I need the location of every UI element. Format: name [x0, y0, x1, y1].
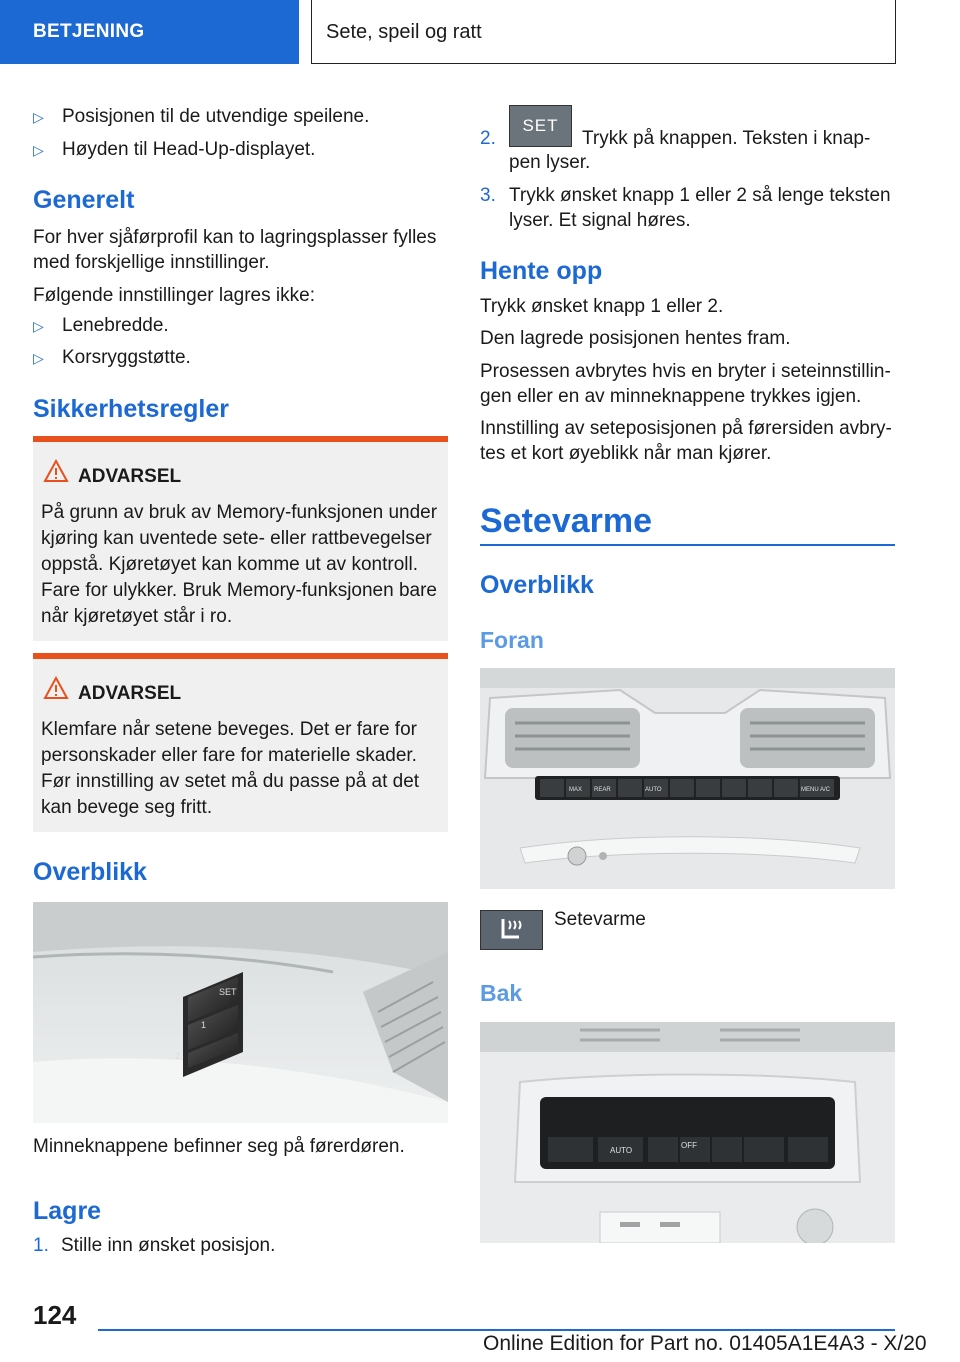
photo-caption: Minneknappene befinner seg på førerdøren.	[33, 1136, 405, 1157]
warning-text-line: Klemfare når setene beveges. Det er fare for	[41, 719, 417, 740]
list-item-text: Lenebredde.	[62, 315, 169, 336]
warning-text-line: På grunn av bruk av Memory-funksjonen under	[41, 502, 438, 523]
warning-text-line: oppstå. Kjøretøyet kan komme ut av kontroll.	[41, 554, 418, 575]
list-item-text: Posisjonen til de utvendige speilene.	[62, 106, 370, 127]
warning-text-line: kjøring kan uventede sete- eller rattbevegelser	[41, 528, 432, 549]
heading-lagre: Lagre	[33, 1197, 102, 1225]
paragraph-line: Følgende innstillinger lagres ikke:	[33, 285, 315, 306]
warning-text-line: når kjøretøyet står i ro.	[41, 606, 233, 627]
paragraph-line: For hver sjåførprofil kan to lagringsplasser fylles	[33, 227, 437, 248]
seat-heating-icon	[480, 910, 543, 950]
panel-label-rear: REAR	[594, 787, 611, 793]
heading-overblikk-setevarme: Overblikk	[480, 571, 594, 599]
warning-text-line: kan bevege seg fritt.	[41, 797, 213, 818]
paragraph-line: Prosessen avbrytes hvis en bryter i seteinnstillin-	[480, 361, 891, 382]
step-text: Trykk ønsket knapp 1 eller 2 så lenge teksten	[509, 185, 891, 206]
rear-panel-label-off: OFF	[681, 1141, 697, 1150]
warning-box	[33, 436, 448, 641]
warning-text-line: Fare for ulykker. Bruk Memory-funksjonen bare	[41, 580, 437, 601]
heading-setevarme: Setevarme	[480, 502, 653, 540]
bullet-triangle-icon: ▷	[33, 109, 44, 125]
bullet-triangle-icon: ▷	[33, 318, 44, 334]
paragraph-line: tes et kort øyeblikk når man kjører.	[480, 443, 772, 464]
paragraph-line: Innstilling av seteposisjonen på førersiden avbry-	[480, 418, 892, 439]
warning-text-line: personskader eller fare for materielle skader.	[41, 745, 417, 766]
heading-foran: Foran	[480, 627, 544, 653]
warning-triangle-icon	[43, 676, 69, 700]
paragraph-line: med forskjellige innstillinger.	[33, 252, 270, 273]
section-tab: BETJENING	[0, 0, 299, 64]
chapter-title: Sete, speil og ratt	[311, 0, 896, 64]
paragraph-line: Trykk ønsket knapp 1 eller 2.	[480, 296, 724, 317]
step-number: 1.	[33, 1235, 49, 1256]
door-memory-buttons-photo	[33, 902, 448, 1123]
warning-label: ADVARSEL	[78, 466, 182, 487]
list-item-text: Korsryggstøtte.	[62, 347, 191, 368]
set-button-icon-label: SET	[522, 116, 559, 135]
paragraph-line: gen eller en av minneknappene trykkes igjen.	[480, 386, 862, 407]
section-rule	[480, 544, 895, 546]
step-text: pen lyser.	[509, 152, 591, 173]
set-button-label: SET	[219, 987, 237, 997]
memory-1-button-label: 1	[201, 1020, 207, 1030]
heading-bak: Bak	[480, 980, 523, 1006]
bullet-triangle-icon: ▷	[33, 142, 44, 158]
step-text: Trykk på knappen. Teksten i knap-	[582, 128, 871, 149]
step-number: 3.	[480, 185, 496, 206]
bullet-triangle-icon: ▷	[33, 350, 44, 366]
paragraph-line: Den lagrede posisjonen hentes fram.	[480, 328, 791, 349]
panel-label-max: MAX	[569, 787, 583, 793]
page-number: 124	[33, 1300, 77, 1330]
rear-panel-label-auto: AUTO	[610, 1146, 633, 1155]
step-text: lyser. Et signal høres.	[509, 210, 691, 231]
heading-generelt: Generelt	[33, 186, 135, 214]
set-button-icon	[509, 105, 572, 147]
step-text: Stille inn ønsket posisjon.	[61, 1235, 276, 1256]
panel-label-menu: MENU A/C	[801, 787, 831, 793]
rear-climate-panel-photo	[480, 1022, 895, 1243]
memory-2-button-label: 2	[175, 1051, 181, 1061]
heading-sikkerhetsregler: Sikkerhetsregler	[33, 395, 229, 423]
list-item-text: Høyden til Head-Up-displayet.	[62, 139, 316, 160]
warning-label: ADVARSEL	[78, 683, 182, 704]
warning-triangle-icon	[43, 459, 69, 483]
panel-label-auto: AUTO	[645, 787, 662, 793]
icon-caption: Setevarme	[554, 909, 646, 930]
warning-box	[33, 653, 448, 832]
edition-note: Online Edition for Part no. 01405A1E4A3 - X/20	[483, 1332, 927, 1355]
footer-rule	[98, 1329, 895, 1331]
warning-text-line: Før innstilling av setet må du passe på at det	[41, 771, 420, 792]
step-number: 2.	[480, 128, 496, 149]
heading-overblikk: Overblikk	[33, 858, 147, 886]
heading-hente-opp: Hente opp	[480, 257, 603, 285]
front-climate-panel-photo	[480, 668, 895, 889]
